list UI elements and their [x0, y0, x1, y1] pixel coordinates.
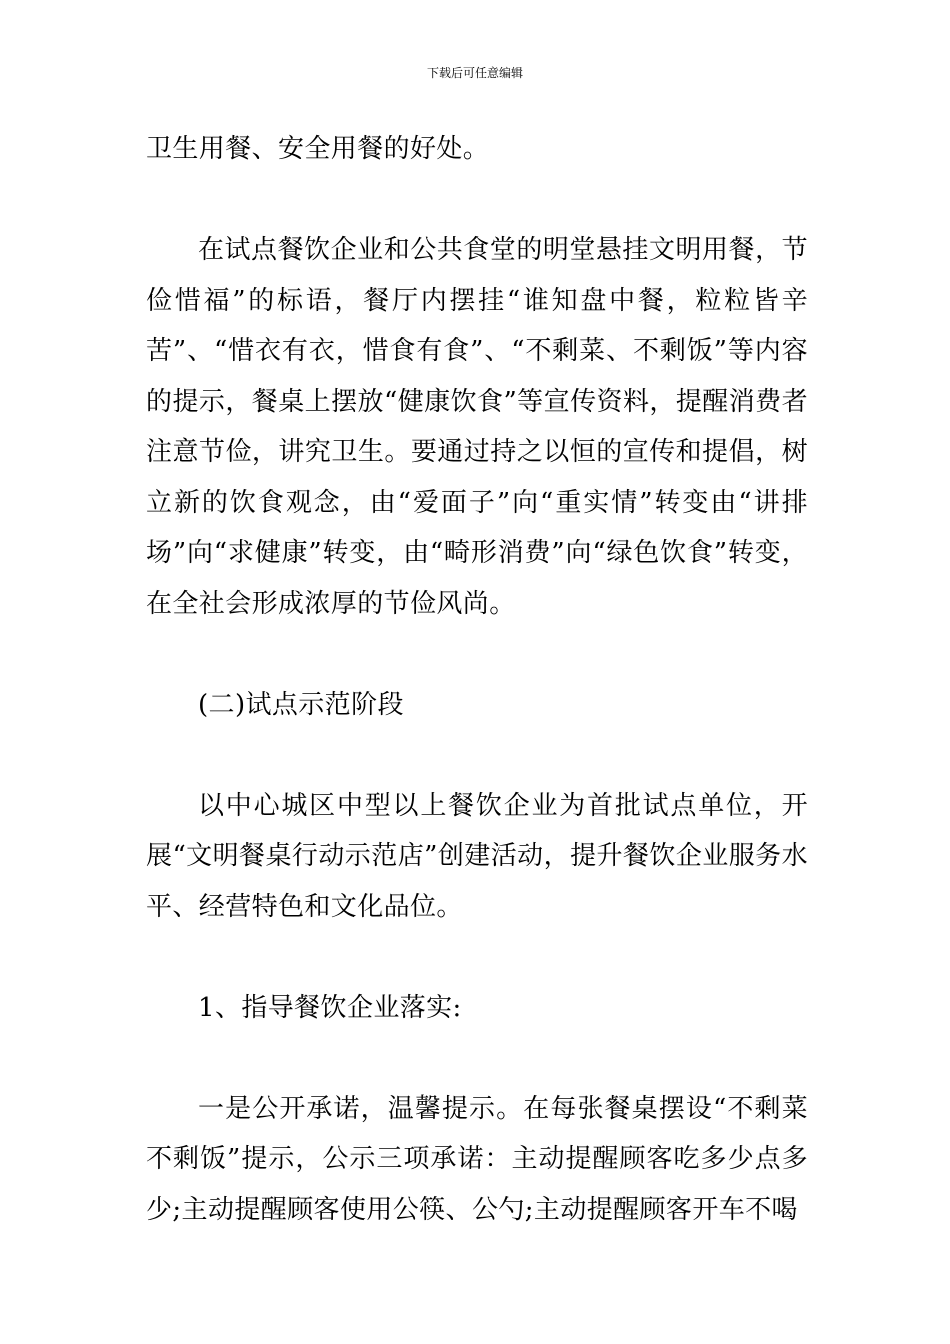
paragraph-public-commitment: 一是公开承诺，温馨提示。在每张餐桌摆设“不剩菜不剩饭”提示，公示三项承诺：主动提醒顾客吃多少点多少;主动提醒顾客使用公筷、公勺;主动提醒顾客开车不喝 [146, 1093, 808, 1225]
paragraph-gap [146, 629, 808, 680]
paragraph-gap [146, 1033, 808, 1084]
list-heading-guidance: 1、指导餐饮企业落实: [198, 992, 462, 1023]
paragraph-gap [146, 175, 808, 226]
paragraph-signage-promotion: 在试点餐饮企业和公共食堂的明堂悬挂文明用餐，节俭惜福”的标语，餐厅内摆挂“谁知盘中餐，粒粒皆辛苦”、“惜衣有衣，惜食有食”、“不剩菜、不剩饭”等内容的提示，餐桌上摆放“健康饮食”等宣传资料，提醒消费者注意节俭，讲究卫生。要通过持之以恒的宣传和提倡，树立新的饮食观念，由“爱面子”向“重实情”转变由“讲排场”向“求健康”转变，由“畸形消费”向“绿色饮食”转变，在全社会形成浓厚的节俭风尚。 [146, 235, 808, 619]
section-heading-pilot-stage: (二)试点示范阶段 [198, 689, 404, 720]
document-body [146, 124, 808, 1235]
page-header-note: 下载后可任意编辑 [426, 66, 523, 80]
paragraph-pilot-units: 以中心城区中型以上餐饮企业为首批试点单位，开展“文明餐桌行动示范店”创建活动，提升餐饮企业服务水平、经营特色和文化品位。 [146, 790, 808, 922]
paragraph-gap [146, 730, 808, 781]
paragraph-gap [146, 932, 808, 983]
paragraph-continuation: 卫生用餐、安全用餐的好处。 [146, 134, 490, 164]
